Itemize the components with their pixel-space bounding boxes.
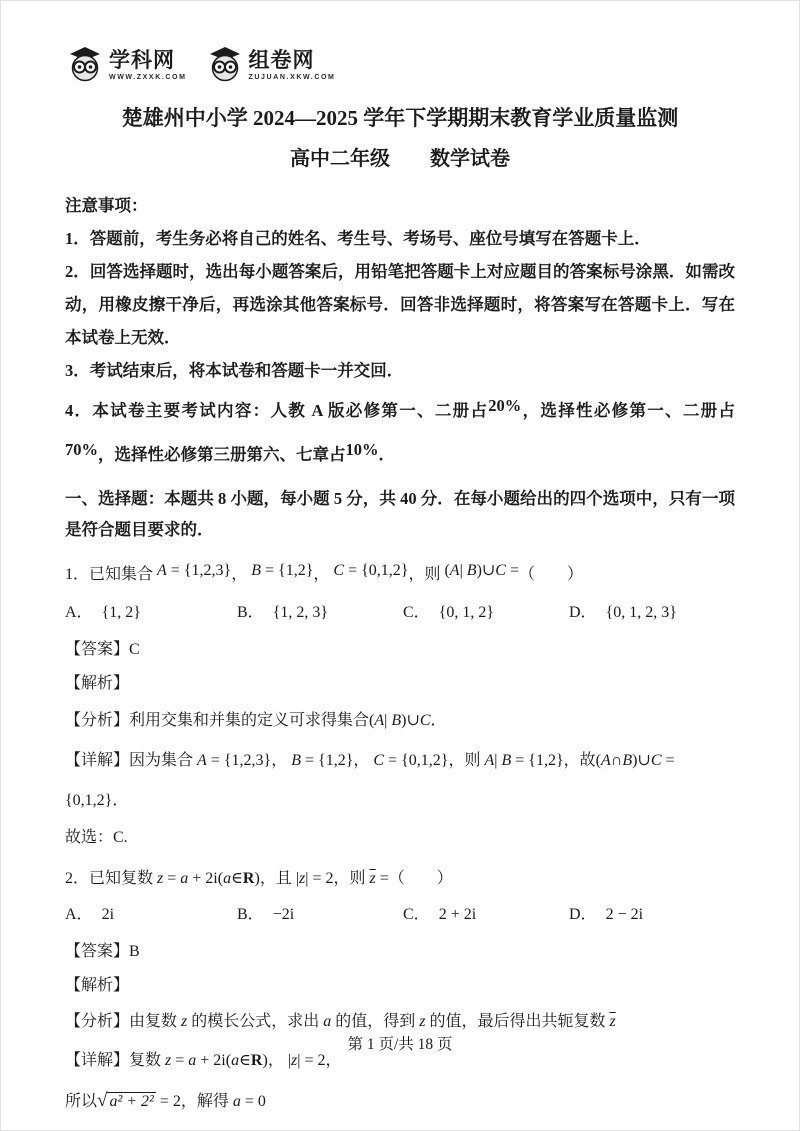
notice-item-3: 3．考试结束后，将本试卷和答题卡一并交回． — [65, 361, 404, 380]
sqrt-expression: √ a² + 2² — [97, 1090, 154, 1111]
logo-zujuanwang-name: 组卷网 — [248, 48, 315, 72]
section-1-heading: 一、选择题：本题共 8 小题，每小题 5 分，共 40 分．在每小题给出的四个选项中，只有一项是符合题目要求的． — [65, 489, 735, 539]
answer-blank: （ ） — [388, 870, 453, 887]
question-1-conclusion: 故选：C. — [65, 829, 128, 846]
question-2-jiexi: 【解析】 — [65, 977, 130, 994]
conjugate-z: $\overline{z}$ — [369, 870, 376, 887]
question-1-stem: 1．已知集合 A = {1,2,3}， B = {1,2}， C = {0,1,2}，则 (A| B)∪C =（ ） — [65, 562, 584, 583]
percent-70: 70% — [65, 440, 98, 459]
question-1-options — [65, 597, 735, 629]
logo-xuekewang-name: 学科网 — [109, 48, 175, 72]
question-1-fenxi: 【分析】利用交集和并集的定义可求得集合(A| B)∪C． — [65, 712, 447, 729]
exam-subtitle: 高中二年级 数学试卷 — [290, 148, 510, 170]
option-b: B． {1, 2, 3} — [237, 604, 329, 621]
answer-blank: （ ） — [519, 566, 584, 583]
question-1 — [65, 553, 735, 855]
conjugate-z: $\overline{z}$ — [609, 1013, 616, 1030]
percent-10: 10% — [345, 440, 379, 459]
answer-value: B — [129, 943, 140, 960]
question-2 — [65, 859, 735, 1122]
notice-section — [65, 189, 735, 477]
question-1-answer: 【答案】C — [65, 641, 140, 658]
owl-graduate-icon — [205, 43, 245, 88]
option-d: D． {0, 1, 2, 3} — [569, 604, 677, 621]
logo-zujuanwang — [205, 43, 336, 88]
answer-value: C — [129, 641, 140, 658]
option-a: A． 2i — [65, 906, 115, 923]
question-2-xiangjie: 【详解】复数 z = a + 2i(a∈R)， |z| = 2， — [65, 1052, 342, 1069]
option-c: C． {0, 1, 2} — [403, 604, 495, 621]
question-2-step: 所以√ a² + 2² = 2，解得 a = 0 — [65, 1090, 266, 1111]
option-b: B． −2i — [237, 906, 295, 923]
percent-20: 20% — [488, 396, 522, 415]
option-c: C． 2 + 2i — [403, 906, 477, 923]
radical-icon: √ — [97, 1090, 108, 1111]
logo-zujuanwang-url: ZUJUAN.XKW.COM — [248, 73, 336, 81]
notice-item-1: 1．答题前，考生务必将自己的姓名、考生号、考场号、座位号填写在答题卡上． — [65, 229, 651, 248]
question-2-options — [65, 899, 735, 931]
owl-graduate-icon — [65, 43, 105, 88]
option-d: D． 2 − 2i — [569, 906, 644, 923]
question-2-stem: 2．已知复数 z = a + 2i(a∈R)，且 |z| = 2，则 $\overline{z}$ =（ ） — [65, 870, 453, 887]
notice-item-4: 4．本试卷主要考试内容：人教 A 版必修第一、二册占20%，选择性必修第一、二册占70%，选择性必修第三册第六、七章占10%． — [65, 396, 735, 464]
page-number: 第 1 页/共 18 页 — [347, 1036, 453, 1053]
logo-xuekewang-url: WWW.ZXXK.COM — [109, 73, 187, 81]
exam-title: 楚雄州中小学 2024—2025 学年下学期期末教育学业质量监测 — [121, 106, 679, 130]
question-1-xiangjie: 【详解】因为集合 A = {1,2,3}， B = {1,2}， C = {0,1,2}，则 A| B = {1,2}，故(A∩B)∪C = {0,1,2}． — [65, 752, 675, 809]
notice-item-2: 2．回答选择题时，选出每小题答案后，用铅笔把答题卡上对应题目的答案标号涂黑．如需改动，用橡皮擦干净后，再选涂其他答案标号．回答非选择题时，将答案写在答题卡上．写在本试卷上无效． — [65, 262, 735, 347]
question-1-jiexi: 【解析】 — [65, 675, 130, 692]
notice-heading: 注意事项： — [65, 196, 148, 215]
question-2-fenxi: 【分析】由复数 z 的模长公式，求出 a 的值，得到 z 的值，最后得出共轭复数 $\overline{z}$ — [65, 1013, 616, 1030]
question-2-answer: 【答案】B — [65, 943, 140, 960]
header-logos — [65, 41, 735, 89]
option-a: A． {1, 2} — [65, 604, 141, 621]
logo-xuekewang — [65, 43, 187, 88]
